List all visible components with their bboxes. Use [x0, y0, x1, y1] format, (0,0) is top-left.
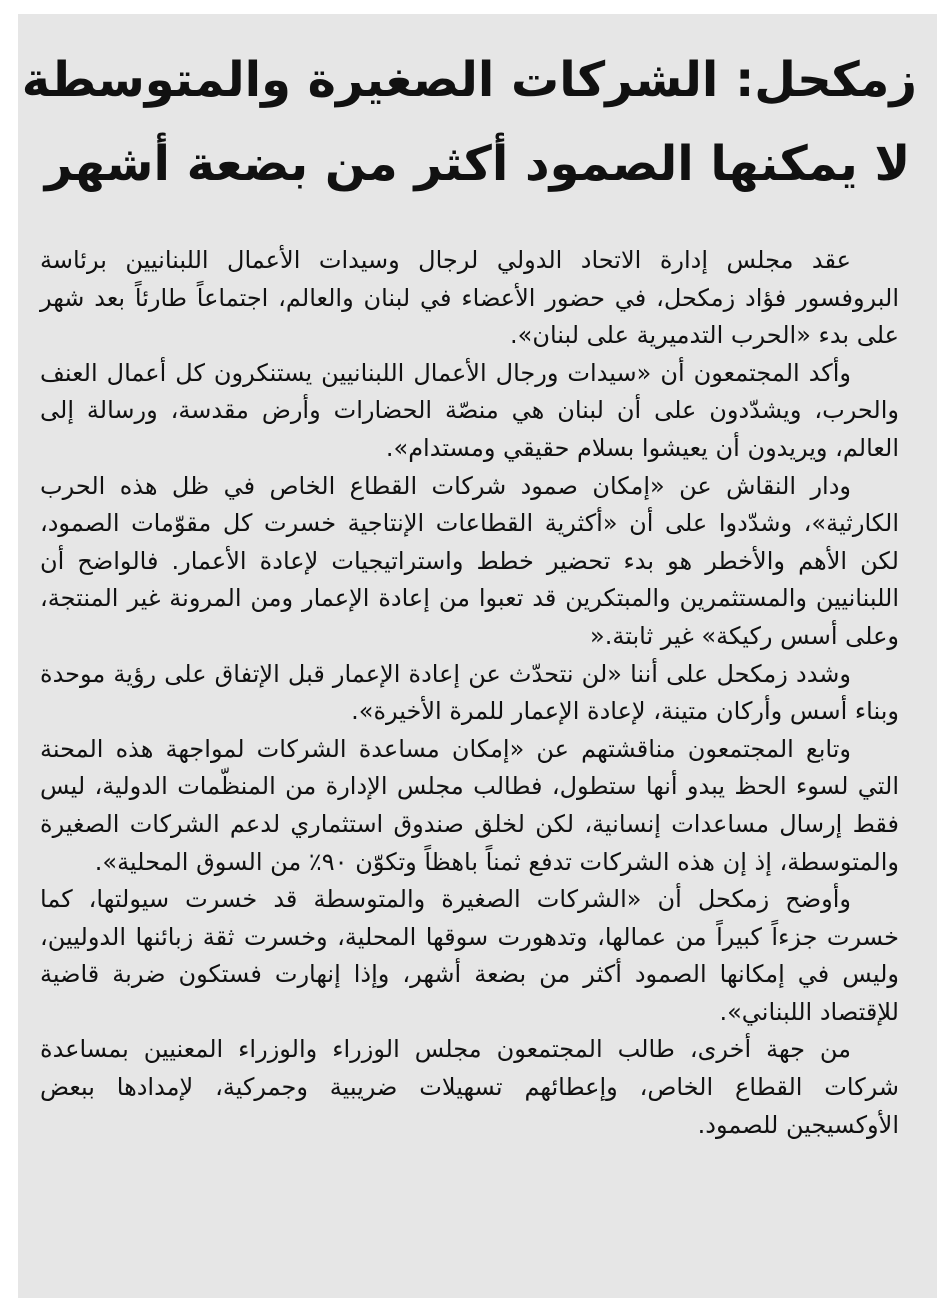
- article-headline: [18, 14, 937, 206]
- paragraph-1: عقد مجلس إدارة الاتحاد الدولي لرجال وسيدات الأعمال اللبنانيين برئاسة البروفسور فؤاد زمكحل، في حضور الأعضاء في لبنان والعالم، اجتماعاً طارئاً بعد شهر على بدء «الحرب التدميرية على لبنان».: [40, 246, 899, 350]
- paragraph-7: من جهة أخرى، طالب المجتمعون مجلس الوزراء والوزراء المعنيين بمساعدة شركات القطاع الخاص، وإعطائهم تسهيلات ضريبية وجمركية، لإمدادها ببعض الأوكسيجين للصمود.: [40, 1035, 899, 1139]
- paragraph-6: وأوضح زمكحل أن «الشركات الصغيرة والمتوسطة قد خسرت سيولتها، كما خسرت جزءاً كبيراً من عمالها، وتدهورت سوقها المحلية، وخسرت ثقة زبائنها الدوليين، وليس في إمكانها الصمود أكثر من بضعة أشهر، وإذا إنهارت فستكون ضربة قاضية للإقتصاد اللبناني».: [40, 885, 899, 1026]
- article-body: [18, 242, 937, 1144]
- paragraph-4: وشدد زمكحل على أننا «لن نتحدّث عن إعادة الإعمار قبل الإتفاق على رؤية موحدة وبناء أسس وأركان متينة، لإعادة الإعمار للمرة الأخيرة».: [40, 659, 899, 726]
- paragraph-3: ودار النقاش عن «إمكان صمود شركات القطاع الخاص في ظل هذه الحرب الكارثية»، وشدّدوا على أن «أكثرية القطاعات الإنتاجية خسرت كل مقوّمات الصمود، لكن الأهم والأخطر هو بدء تحضير خطط واستراتيجيات لإعادة الأعمار. فالواضح أن اللبنانيين والمستثمرين والمبتكرين قد تعبوا من إعادة الإعمار ومن المرونة غير المنتجة، وعلى أسس ركيكة» غير ثابتة.«: [40, 471, 899, 650]
- headline-line-1: زمكحل: الشركات الصغيرة والمتوسطة: [21, 52, 917, 108]
- paragraph-2: وأكد المجتمعون أن «سيدات ورجال الأعمال اللبنانيين يستنكرون كل أعمال العنف والحرب، ويشدّدون على أن لبنان هي منصّة الحضارات وأرض مقدسة، ورسالة إلى العالم، ويريدون أن يعيشوا بسلام حقيقي ومستدام».: [40, 358, 899, 462]
- paragraph-5: وتابع المجتمعون مناقشتهم عن «إمكان مساعدة الشركات لمواجهة هذه المحنة التي لسوء الحظ يبدو أنها ستطول، فطالب مجلس الإدارة من المنظّمات الدولية، ليس فقط إرسال مساعدات إنسانية، لكن لخلق صندوق استثماري لدعم الشركات الصغيرة والمتوسطة، إذ إن هذه الشركات تدفع ثمناً باهظاً وتكوّن ٩٠٪ من السوق المحلية».: [40, 734, 899, 876]
- headline-line-2: لا يمكنها الصمود أكثر من بضعة أشهر: [44, 136, 911, 192]
- newspaper-clipping: [18, 14, 937, 1298]
